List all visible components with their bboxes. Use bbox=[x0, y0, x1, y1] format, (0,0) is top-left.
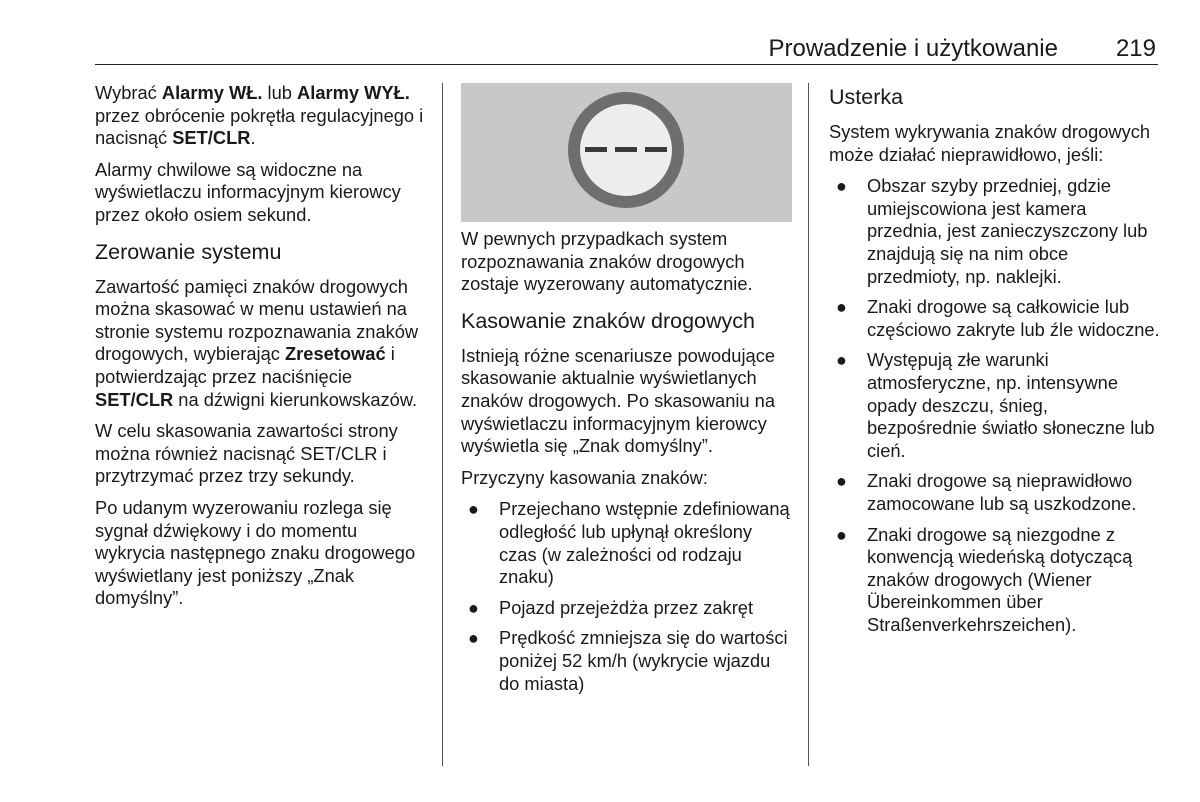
menu-option-alarms-off: Alarmy WYŁ. bbox=[297, 82, 410, 103]
paragraph-temporary-alarms: Alarmy chwilowe są widoczne na wyświetlaczu informacyjnym kierowcy przez około osiem sekund. bbox=[95, 158, 401, 225]
list-item: ● Znaki drogowe są nieprawidłowo zamocowane lub są uszkodzone. bbox=[836, 470, 1137, 514]
section-title: Prowadzenie i użytkowanie bbox=[768, 35, 1058, 62]
list-item: ● Znaki drogowe są całkowicie lub częściowo zakryte lub źle widoczne. bbox=[836, 296, 1160, 340]
page-number: 219 bbox=[1115, 35, 1156, 62]
menu-option-alarms-on: Alarmy WŁ. bbox=[161, 82, 263, 103]
bullet-icon: ● bbox=[468, 628, 479, 649]
heading-sign-deletion: Kasowanie znaków drogowych bbox=[461, 308, 755, 333]
paragraph-auto-reset: W pewnych przypadkach system rozpoznawania znaków drogowych zostaje wyzerowany automatycznie. bbox=[461, 228, 753, 295]
paragraph-deletion-causes: Przyczyny kasowania znaków: bbox=[461, 466, 708, 488]
heading-system-reset: Zerowanie systemu bbox=[95, 239, 282, 264]
bullet-icon: ● bbox=[836, 176, 847, 197]
list-item: ● Znaki drogowe są niezgodne z konwencją wiedeńską dotyczącą znaków drogowych (Wiener Übereinkommen über Straßenverkehrszeichen). bbox=[836, 523, 1133, 635]
bullet-icon: ● bbox=[836, 297, 847, 318]
list-item: ● Prędkość zmniejsza się do wartości poniżej 52 km/h (wykrycie wjazdu do miasta) bbox=[468, 627, 788, 694]
sign-dash bbox=[585, 147, 607, 152]
list-item: ● Występują złe warunki atmosferyczne, np. intensywne opady deszczu, śnieg, bezpośrednie światło słoneczne lub cień. bbox=[836, 349, 1155, 461]
list-item: ● Pojazd przejeżdża przez zakręt bbox=[468, 596, 754, 618]
heading-malfunction: Usterka bbox=[829, 85, 904, 109]
column-divider-2 bbox=[808, 83, 809, 766]
malfunction-causes-list bbox=[829, 175, 1161, 636]
menu-option-reset: Zresetować bbox=[285, 343, 386, 365]
bullet-icon: ● bbox=[468, 499, 479, 520]
paragraph-after-reset: Po udanym wyzerowaniu rozlega się sygnał dźwiękowy i do momentu wykrycia następnego znaku drogowego wyświetlany jest poniższy „Znak domyślny”. bbox=[95, 496, 416, 609]
sign-dash bbox=[645, 147, 667, 152]
default-sign-icon bbox=[461, 83, 792, 222]
set-clr-label: SET/CLR bbox=[172, 127, 251, 149]
paragraph-scenarios: Istnieją różne scenariusze powodujące skasowanie aktualnie wyświetlanych znaków drogowych. Po skasowaniu na wyświetlaczu informacyjnym kierowcy wyświetla się „Znak domyślny”. bbox=[461, 344, 776, 457]
column-right bbox=[829, 82, 1161, 644]
paragraph-alarm-setting: Wybrać Alarmy WŁ. lub Alarmy WYŁ. przez obrócenie pokrętła regulacyjnego i nacisnąć SET/CLR. bbox=[95, 82, 424, 149]
bullet-icon: ● bbox=[836, 471, 847, 492]
bullet-icon: ● bbox=[836, 350, 847, 371]
list-item: ● Przejechano wstępnie zdefiniowaną odległość lub upłynął określony czas (w zależności od rodzaju znaku) bbox=[468, 498, 790, 588]
deletion-causes-list bbox=[461, 498, 791, 695]
paragraph-reset-memory: Zawartość pamięci znaków drogowych można skasować w menu ustawień na stronie systemu rozpoznawania znaków drogowych, wybierając Zresetować i potwierdzając przez naciśnięcie SET/CLR na dźwigni kierunkowskazów. bbox=[95, 275, 419, 410]
bullet-icon: ● bbox=[836, 524, 847, 545]
sign-dash bbox=[615, 147, 637, 152]
default-sign-figure bbox=[461, 83, 792, 222]
bullet-icon: ● bbox=[468, 597, 479, 618]
set-clr-label: SET/CLR bbox=[95, 388, 174, 410]
column-left bbox=[95, 82, 427, 619]
column-middle bbox=[461, 228, 791, 703]
page-header bbox=[95, 34, 1158, 65]
list-item: ● Obszar szyby przedniej, gdzie umiejscowiona jest kamera przednia, jest zanieczyszczony lub znajdują się na nim obce przedmioty, np. naklejki. bbox=[836, 175, 1148, 287]
column-divider-1 bbox=[442, 83, 443, 766]
paragraph-malfunction-intro: System wykrywania znaków drogowych może działać nieprawidłowo, jeśli: bbox=[829, 121, 1151, 165]
paragraph-hold-set-clr: W celu skasowania zawartości strony można również nacisnąć SET/CLR i przytrzymać przez trzy sekundy. bbox=[95, 420, 398, 487]
